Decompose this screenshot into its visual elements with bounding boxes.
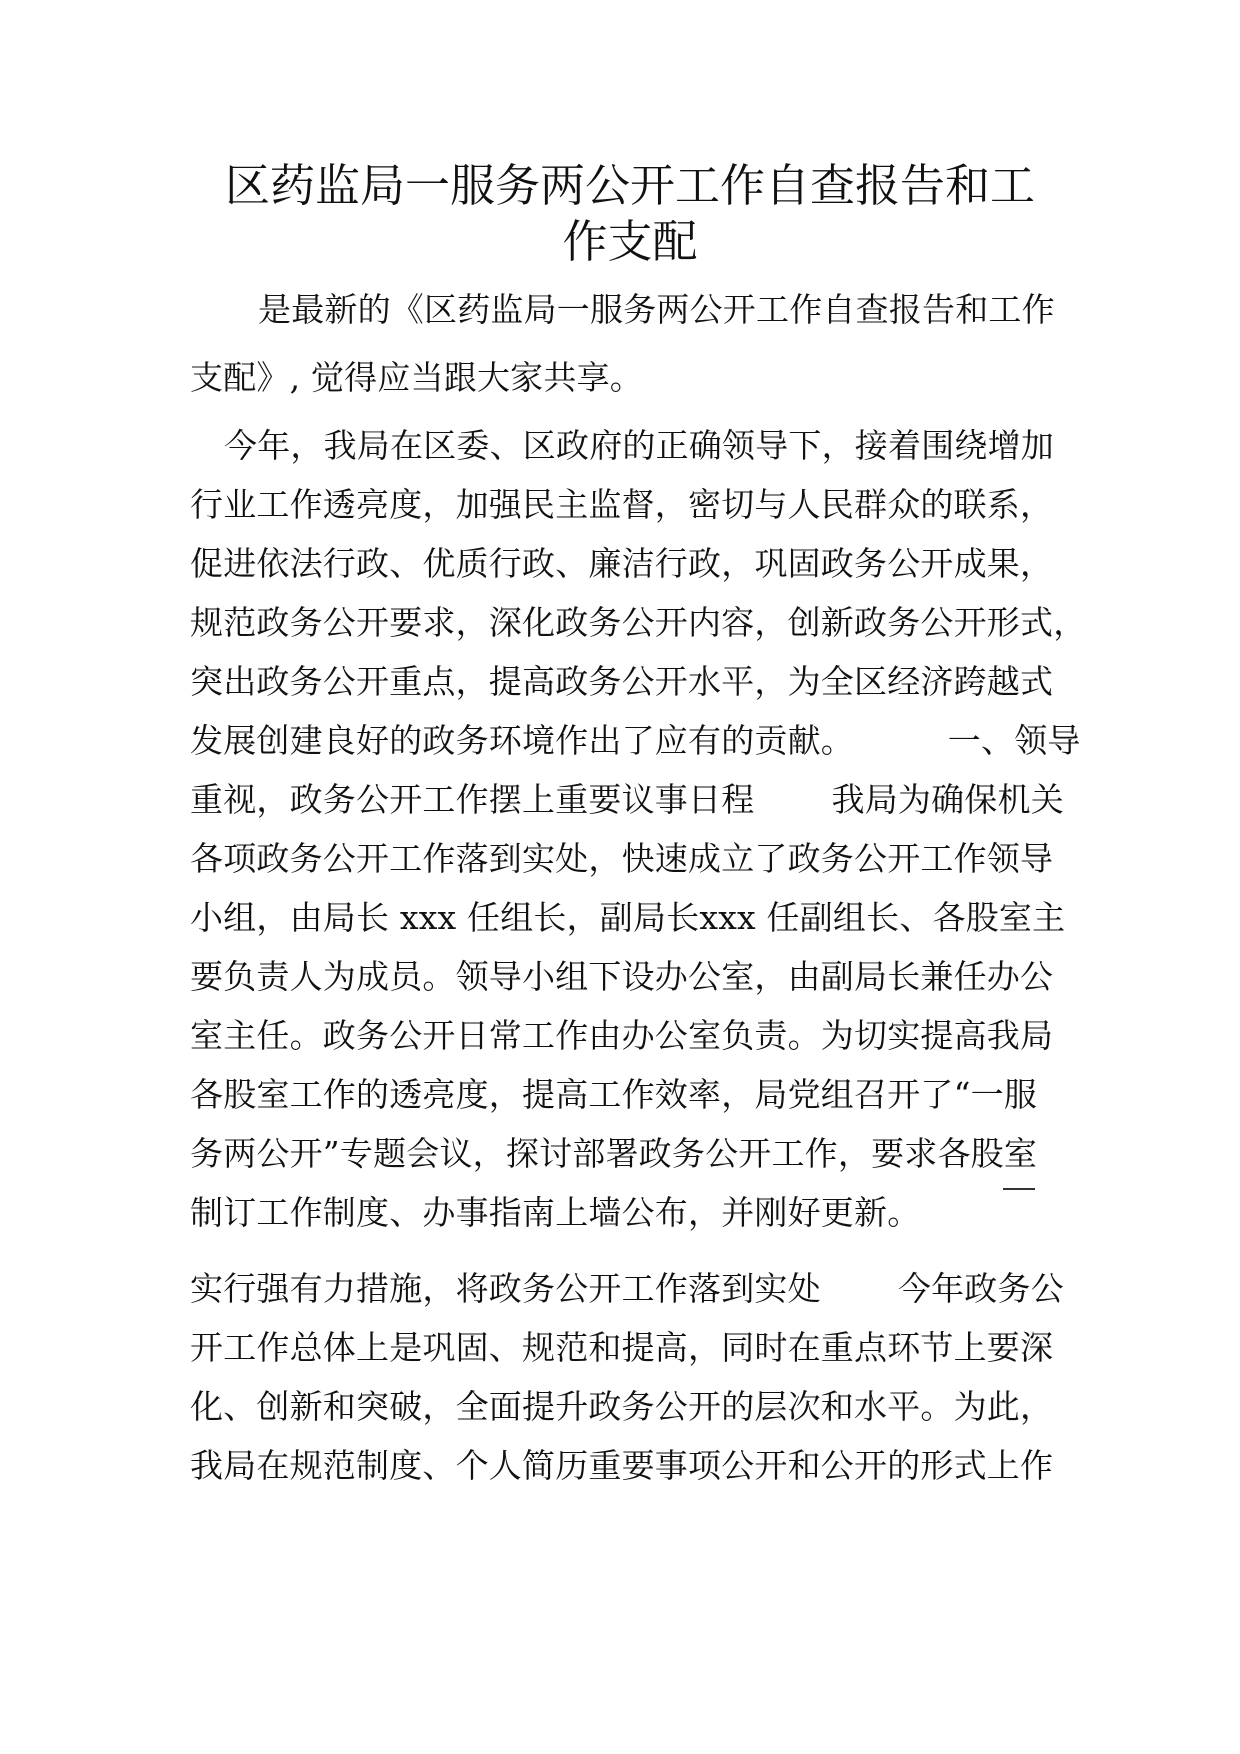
body-line: 要负责人为成员。领导小组下设办公室，由副局长兼任办公 (190, 957, 1054, 996)
title-line: 作支配 (562, 215, 698, 268)
section-dash-mark (1003, 1182, 1035, 1190)
body-line: 今年，我局在区委、区政府的正确领导下，接着围绕增加 (224, 426, 1054, 465)
body-line: 各股室工作的透亮度，提高工作效率，局党组召开了“一服 (190, 1075, 1038, 1114)
body-line: 小组，由局长 xxx 任组长，副局长xxx 任副组长、各股室主 (190, 898, 1066, 937)
body-line: 重视，政务公开工作摆上重要议事日程 我局为确保机关 (190, 780, 1064, 819)
body-line: 行业工作透亮度，加强民主监督，密切与人民群众的联系， (190, 485, 1054, 524)
body-line: 促进依法行政、优质行政、廉洁行政，巩固政务公开成果， (190, 544, 1054, 583)
body-line: 制订工作制度、办事指南上墙公布，并刚好更新。 (190, 1193, 921, 1232)
intro-line: 是最新的《区药监局一服务两公开工作自查报告和工作 (258, 290, 1055, 329)
body-line: 务两公开”专题会议，探讨部署政务公开工作，要求各股室 (190, 1134, 1038, 1173)
body-line: 室主任。政务公开日常工作由办公室负责。为切实提高我局 (190, 1016, 1054, 1055)
body-line: 发展创建良好的政务环境作出了应有的贡献。 一、领导 (190, 721, 1081, 760)
section2-line: 实行强有力措施，将政务公开工作落到实处 今年政务公 (190, 1269, 1064, 1308)
title-line: 区药监局一服务两公开工作自查报告和工 (224, 159, 1035, 212)
body-line: 规范政务公开要求，深化政务公开内容，创新政务公开形式， (190, 603, 1087, 642)
intro-line: 支配》, 觉得应当跟大家共享。 (190, 358, 643, 397)
document-title (190, 158, 1070, 270)
section2-line: 开工作总体上是巩固、规范和提高，同时在重点环节上要深 (190, 1328, 1054, 1367)
section2-line: 化、创新和突破，全面提升政务公开的层次和水平。为此， (190, 1387, 1054, 1426)
body-line: 各项政务公开工作落到实处，快速成立了政务公开工作领导 (190, 839, 1054, 878)
body-line: 突出政务公开重点，提高政务公开水平，为全区经济跨越式 (190, 662, 1054, 701)
section2-line: 我局在规范制度、个人简历重要事项公开和公开的形式上作 (190, 1446, 1054, 1485)
